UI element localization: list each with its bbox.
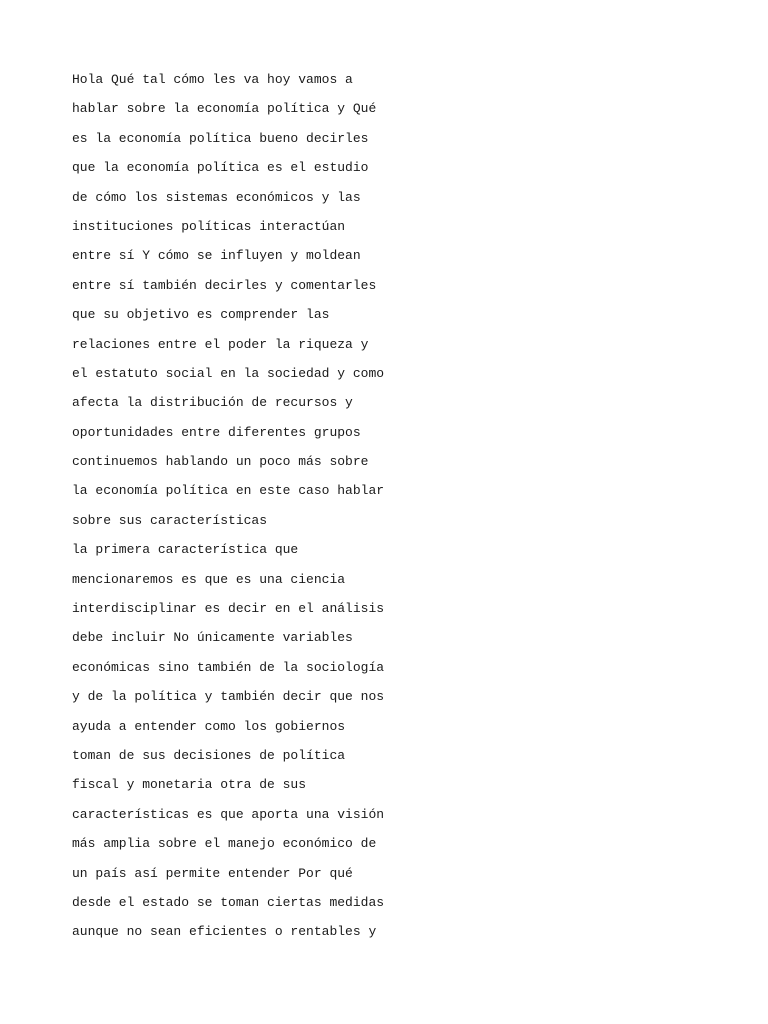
text-line-26: características es que aporta una visión [72, 806, 385, 822]
text-line-22: y de la política y también decir que nos [72, 689, 385, 705]
text-line-24: toman de sus decisiones de política [72, 747, 346, 763]
text-line-29: desde el estado se toman ciertas medidas [72, 894, 385, 910]
text-line-5: de cómo los sistemas económicos y las [72, 189, 361, 205]
text-line-1: Hola Qué tal cómo les va hoy vamos a [72, 72, 353, 87]
text-line-13: oportunidades entre diferentes grupos [72, 424, 361, 440]
text-line-6: instituciones políticas interactúan [72, 218, 346, 234]
text-line-28: un país así permite entender Por qué [72, 865, 353, 881]
text-line-18: mencionaremos es que es una ciencia [72, 571, 346, 587]
text-line-30: aunque no sean eficientes o rentables y [72, 924, 377, 940]
text-line-4: que la economía política es el estudio [72, 160, 369, 176]
text-line-23: ayuda a entender como los gobiernos [72, 718, 346, 734]
text-line-21: económicas sino también de la sociología [72, 659, 385, 675]
text-line-10: relaciones entre el poder la riqueza y [72, 336, 369, 352]
text-line-19: interdisciplinar es decir en el análisis [72, 601, 385, 617]
text-line-7: entre sí Y cómo se influyen y moldean [72, 248, 361, 264]
text-line-8: entre sí también decirles y comentarles [72, 277, 377, 293]
transcript-text [72, 70, 692, 952]
text-line-17: la primera característica que [72, 542, 299, 558]
text-line-27: más amplia sobre el manejo económico de [72, 836, 377, 852]
text-line-12: afecta la distribución de recursos y [72, 395, 353, 411]
text-line-11: el estatuto social en la sociedad y como [72, 365, 385, 381]
text-line-3: es la economía política bueno decirles [72, 130, 369, 146]
text-line-9: que su objetivo es comprender las [72, 307, 330, 323]
text-line-20: debe incluir No únicamente variables [72, 630, 353, 646]
text-line-14: continuemos hablando un poco más sobre [72, 454, 369, 470]
text-line-25: fiscal y monetaria otra de sus [72, 777, 307, 793]
text-line-16: sobre sus características [72, 512, 268, 528]
text-line-2: hablar sobre la economía política y Qué [72, 101, 377, 117]
text-line-15: la economía política en este caso hablar [72, 483, 385, 499]
